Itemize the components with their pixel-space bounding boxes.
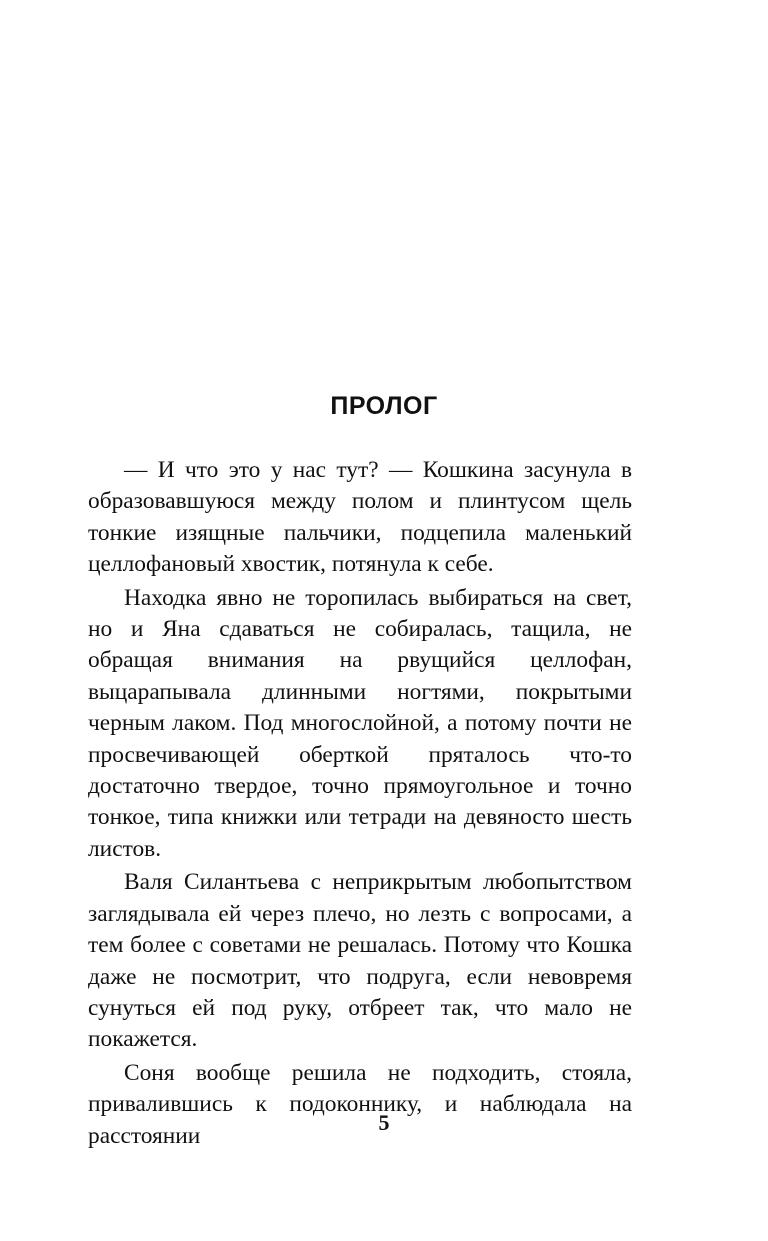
chapter-title: ПРОЛОГ bbox=[330, 392, 438, 420]
paragraph: — И что это у нас тут? — Кошкина засунула в образовавшуюся между полом и плинтусом щель тонкие изящные пальчики, подцепила маленький целлофановый хвостик, потянула к себе. bbox=[88, 457, 632, 578]
paragraph: Находка явно не торопилась выбираться на свет, но и Яна сдаваться не собиралась, тащила, не обращая внимания на рвущийся целлофан, выцарапывала длинными ногтями, покрытыми черным лаком. Под многослойной, а потому почти не просвечивающей оберткой пряталось что-то достаточно твердое, точно прямоугольное и точно тонкое, типа книжки или тетради на девяносто шесть листов. bbox=[88, 584, 632, 862]
body-text bbox=[88, 455, 632, 1154]
paragraph: Валя Силантьева с неприкрытым любопытством заглядывала ей через плечо, но лезть с вопросами, а тем более с советами не решалась. Потому что Кошка даже не посмотрит, что подруга, если невовремя сунуться ей под руку, отбреет так, что мало не покажется. bbox=[88, 869, 632, 1053]
page-number: 5 bbox=[378, 1110, 390, 1135]
paragraph: Соня вообще решила не подходить, стояла, привалившись к подоконнику, и наблюдала на расстоянии bbox=[88, 1059, 632, 1149]
